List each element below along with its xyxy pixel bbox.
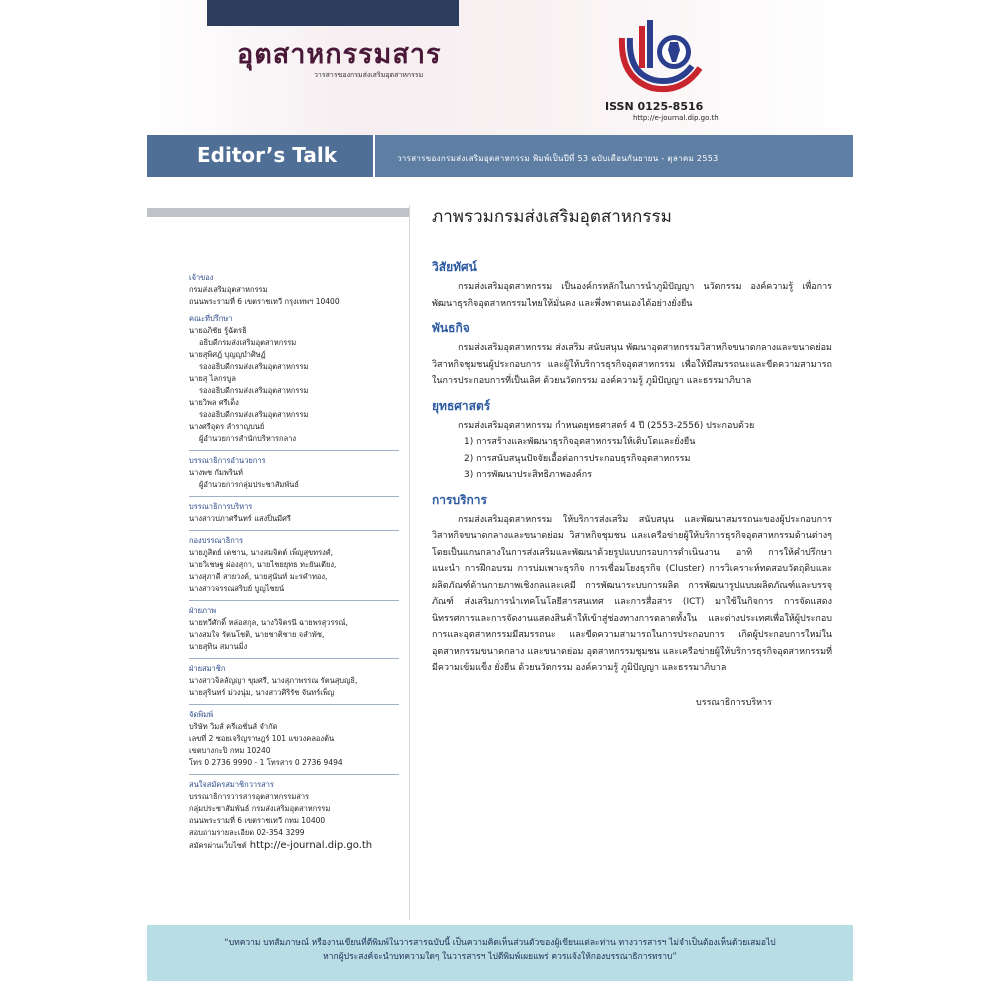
footer-line: “บทความ บทสัมภาษณ์ หรืองานเขียนที่ตีพิมพ์ในวารสารฉบับนี้ เป็นความคิดเห็นส่วนตัวของผู้เขียนแต่ละท่าน ทางวารสารฯ ไม่จำเป็นต้องเห็นด้วยเสมอไป <box>224 938 776 948</box>
vision-paragraph: กรมส่งเสริมอุตสาหกรรม เป็นองค์กรหลักในการนำภูมิปัญญา นวัตกรรม องค์ความรู้ เพื่อการพัฒนาธุรกิจอุตสาหกรรมไทยให้มั่นคง และพึ่งพาตนเองได้อย่างยั่งยืน <box>432 282 832 309</box>
mission-paragraph: กรมส่งเสริมอุตสาหกรรม ส่งเสริม สนับสนุน พัฒนาอุตสาหกรรมวิสาหกิจขนาดกลางและขนาดย่อม วิสาหกิจชุมชนผู้ประกอบการ และผู้ให้บริการธุรกิจอุตสาหกรรม เพื่อให้มีสมรรถนะและขีดความสามารถในการประกอบการที่เป็นเลิศ ด้วยนวัตกรรม องค์ความรู้ ภูมิปัญญา และธรรมาภิบาล <box>432 343 832 386</box>
sidebar-heading: บรรณาธิการบริหาร <box>189 502 253 511</box>
mission-heading: พันธกิจ <box>432 321 470 335</box>
sidebar-line: นายสุทิน สมานมิ่ง <box>189 642 248 651</box>
sidebar-heading: เจ้าของ <box>189 273 214 282</box>
sidebar-section-owner <box>189 272 404 308</box>
sidebar-line: เลขที่ 2 ซอยเจริญราษฎร์ 101 แขวงคลองต้น <box>189 734 335 743</box>
sidebar-section-subscribe <box>189 779 404 852</box>
subscribe-website[interactable] <box>189 839 404 852</box>
sidebar-line: ผู้อำนวยการสำนักบริหารกลาง <box>199 434 297 443</box>
sidebar-line: นายวิพล ศรีเด็ง <box>189 398 239 407</box>
masthead-url: http://e-journal.dip.go.th <box>633 114 719 122</box>
sidebar-line: นางสาวปภาศรีนทร์ แสงปิ่นมีศรี <box>189 514 291 523</box>
service-paragraph: กรมส่งเสริมอุตสาหกรรม ให้บริการส่งเสริม สนับสนุน และพัฒนาสมรรถนะของผู้ประกอบการวิสาหกิจขนาดกลางและขนาดย่อม วิสาหกิจชุมชน และเครือข่ายผู้ให้บริการธุรกิจอุตสาหกรรมด้านต่างๆ โดยเป็นแกนกลางในการส่งเสริมและพัฒนาด้วยรูปแบบกรอบการดำเนินงาน อาทิ การให้คำปรึกษาแนะนำ การฝึกอบรม การบ่มเพาะธุรกิจ การเชื่อมโยงธุรกิจ (Cluster) การวิเคราะห์ทดสอบวัตถุดิบและผลิตภัณฑ์ด้านกายภาพเชิงกลและเคมี การพัฒนาระบบการผลิต การพัฒนารูปแบบผลิตภัณฑ์และบรรจุภัณฑ์ ส่งเสริมการนำเทคโนโลยีสารสนเทศ และการสื่อสาร (ICT) มาใช้ในกิจการ การจัดแสดงนิทรรศการและการจัดงานแสดงสินค้าให้เข้าสู่ช่องทางการตลาดทั้งใน และต่างประเทศเพื่อให้ผู้ประกอบการและอุตสาหกรรมมีสมรรถนะ และขีดความสามารถในการประกอบการ เกิดผู้ประกอบการใหม่ในอุตสาหกรรมขนาดกลาง และขนาดย่อม อุตสาหกรรมชุมชน และเครือข่ายผู้ให้บริการธุรกิจอุตสาหกรรมที่มีความเข้มแข็ง ยั่งยืน ด้วยนวัตกรรม องค์ความรู้ ภูมิปัญญา และธรรมาภิบาล <box>432 514 832 673</box>
sidebar-heading: บรรณาธิการอำนวยการ <box>189 456 266 465</box>
sidebar-line: เขตบางกะปิ กทม 10240 <box>189 746 271 755</box>
signoff: บรรณาธิการบริหาร <box>696 697 772 708</box>
sidebar-line: สอบถามรายละเอียด 02-354 3299 <box>189 828 305 837</box>
sidebar-line: รองอธิบดีกรมส่งเสริมอุตสาหกรรม <box>199 410 309 419</box>
sidebar-section-editorial-board <box>189 535 404 595</box>
sidebar-divider <box>189 600 399 601</box>
sidebar-line: นางสาวจรรณสริบย์ บูญไชยน์ <box>189 584 285 593</box>
issue-info: วารสารของกรมส่งเสริมอุตสาหกรรม พิมพ์เป็นปีที่ 53 ฉบับเดือนกันยายน - ตุลาคม 2553 <box>397 154 719 163</box>
sidebar-line: บรรณาธิการวารสารอุตสาหกรรมสาร <box>189 792 310 801</box>
sidebar-divider <box>189 774 399 775</box>
masthead-subtitle: วารสารของกรมส่งเสริมอุตสาหกรรม <box>314 71 424 79</box>
masthead-title: อุตสาหกรรมสาร <box>237 39 442 70</box>
sidebar-line: ถนนพระรามที่ 6 เขตราชเทวี กทม 10400 <box>189 816 326 825</box>
sidebar-section-printer <box>189 709 404 769</box>
sidebar-line: นางสุภาดี สายวงค์, นายสุนันท์ มะรคำทอง, <box>189 572 328 581</box>
sidebar-divider <box>189 658 399 659</box>
subscribe-web-label: สมัครผ่านเว็บไซต์ <box>189 841 247 850</box>
sidebar-line: นายอภิชัย รู้ฉัตรธิ <box>189 326 247 335</box>
footer-disclaimer <box>147 936 853 964</box>
editors-talk-title: Editor’s Talk <box>197 143 338 167</box>
strategy-heading: ยุทธศาสตร์ <box>432 398 491 413</box>
sidebar-line: นางพช กัมพรินท์ <box>189 468 243 477</box>
dip-logo-icon <box>612 18 707 100</box>
sidebar-line: นายภูสิตย์ เดชาน, นางสมจิตต์ เพ็ญสุขทรงศ์, <box>189 548 333 557</box>
sidebar-line: นายสุรินทร์ ม่วงนุ่ม, นางสาวศิริรัช จันทร์เพ็ญ <box>189 688 335 697</box>
sidebar-section-photo <box>189 605 404 653</box>
footer-line: หากผู้ประสงค์จะนำบทความใดๆ ในวารสารฯ ไปตีพิมพ์เผยแพร่ ควรแจ้งให้กองบรรณาธิการทราบ” <box>323 952 677 962</box>
sidebar-line: กรมส่งเสริมอุตสาหกรรม <box>189 285 268 294</box>
sidebar-heading: ฝ่ายภาพ <box>189 606 217 615</box>
sidebar-line: นายสุพิศฎ์ บุญญบำศิษฏ์ <box>189 350 266 359</box>
service-heading: การบริการ <box>432 492 487 507</box>
strategy-item: 1) การสร้างและพัฒนาธุรกิจอุตสาหกรรมให้เติบโตและยั่งยืน <box>464 437 696 447</box>
sidebar-heading: ฝ่ายสมาชิก <box>189 664 226 673</box>
sidebar-divider <box>189 530 399 531</box>
sidebar-heading: สนใจสมัครสมาชิกวารสาร <box>189 780 274 789</box>
sidebar-line: ถนนพระรามที่ 6 เขตราชเทวี กรุงเทพฯ 10400 <box>189 297 340 306</box>
vision-heading: วิสัยทัศน์ <box>432 260 477 274</box>
sidebar-line: นางสาวจิลลัญญา ขุมศรี, นางสุภาพรรณ รัตนสุบญธิ, <box>189 676 358 685</box>
sidebar-line: นายทวีศักดิ์ หล่อสกุล, นางวิจิตรนี ฉายพรสุวรรณ์, <box>189 618 348 627</box>
sidebar-section-executive-editor <box>189 501 404 525</box>
masthead-top-bar <box>207 0 459 26</box>
sidebar-line: ผู้อำนวยการกลุ่มประชาสัมพันธ์ <box>199 480 299 489</box>
sidebar-line: กลุ่มประชาสัมพันธ์ กรมส่งเสริมอุตสาหกรรม <box>189 804 331 813</box>
journal-page <box>147 0 853 1000</box>
sidebar-section-advisors <box>189 313 404 445</box>
sidebar-line: รองอธิบดีกรมส่งเสริมอุตสาหกรรม <box>199 386 309 395</box>
sidebar-line: โทร 0 2736 9990 - 1 โทรสาร 0 2736 9494 <box>189 758 343 767</box>
sidebar-line: บริษัท วิมส์ ครีเอชั่นส์ จำกัด <box>189 722 278 731</box>
issn-label: ISSN 0125-8516 <box>605 100 704 113</box>
sidebar-content <box>189 272 404 857</box>
strategy-item: 3) การพัฒนาประสิทธิภาพองค์กร <box>464 470 593 480</box>
strategy-intro: กรมส่งเสริมอุตสาหกรรม กำหนดยุทธศาสตร์ 4 ปี (2553-2556) ประกอบด้วย <box>458 420 755 431</box>
sidebar-line: รองอธิบดีกรมส่งเสริมอุตสาหกรรม <box>199 362 309 371</box>
sidebar-divider <box>189 704 399 705</box>
sidebar-divider <box>189 450 399 451</box>
sidebar-divider <box>189 496 399 497</box>
article <box>432 205 832 711</box>
sidebar-heading: จัดพิมพ์ <box>189 710 214 719</box>
sidebar-section-editor-director <box>189 455 404 491</box>
strategy-item: 2) การสนับสนุนปัจจัยเอื้อต่อการประกอบธุรกิจอุตสาหกรรม <box>464 453 691 464</box>
subscribe-web-url[interactable]: http://e-journal.dip.go.th <box>249 840 373 851</box>
sidebar-line: นายวิเชษฐ ผ่องสุกา, นายไชยยุทธ ทะยันเตียง, <box>189 560 337 569</box>
sidebar-line: อธิบดีกรมส่งเสริมอุตสาหกรรม <box>199 338 297 347</box>
sidebar-heading: กองบรรณาธิการ <box>189 536 244 545</box>
sidebar-line: นางสมใจ รัตนโชติ, นายชาติชาย จลำพัช, <box>189 630 325 639</box>
sidebar-line: นางศรีอุดร ลำราญบนย์ <box>189 422 265 431</box>
sidebar-section-membership <box>189 663 404 699</box>
sidebar-heading: คณะที่ปรึกษา <box>189 314 233 323</box>
sidebar-line: นายสุ ไลกรบูล <box>189 374 236 383</box>
article-title: ภาพรวมกรมส่งเสริมอุตสาหกรรม <box>432 207 672 227</box>
sidebar-top-strip <box>147 208 409 217</box>
